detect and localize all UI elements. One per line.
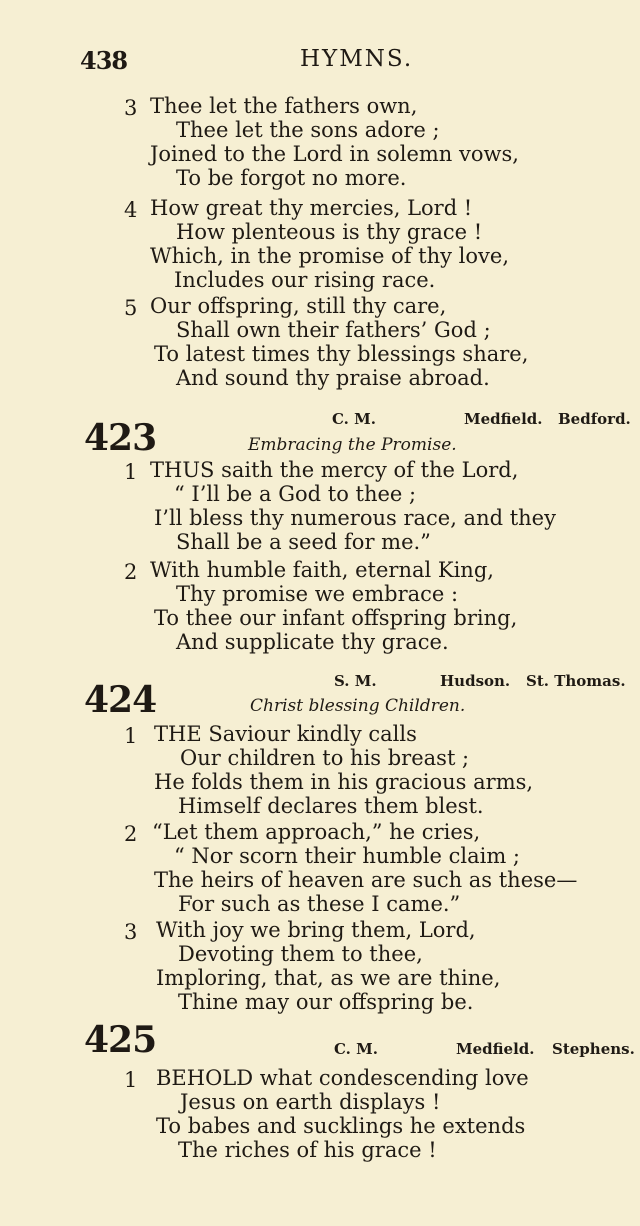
hymn-meter: S. M.: [334, 672, 377, 690]
verse-line: With joy we bring them, Lord,: [156, 918, 476, 942]
verse-line: To babes and sucklings he extends: [156, 1114, 526, 1138]
verse-line: To thee our infant offspring bring,: [154, 606, 518, 630]
running-head: HYMNS.: [300, 46, 414, 72]
hymn-meter: C. M.: [334, 1040, 378, 1058]
page-number: 438: [80, 46, 128, 75]
verse-line: Shall be a seed for me.”: [176, 530, 431, 554]
verse-line: Thine may our offspring be.: [178, 990, 474, 1014]
verse-line: The heirs of heaven are such as these—: [154, 868, 578, 892]
verse-line: Includes our rising race.: [174, 268, 436, 292]
hymn-number: 425: [84, 1019, 157, 1061]
tune-name: Hudson.: [440, 672, 511, 690]
hymn-title: Christ blessing Children.: [250, 696, 466, 716]
verse-line: THE Saviour kindly calls: [154, 722, 417, 746]
verse-number: 2: [124, 822, 138, 846]
hymn-number: 423: [84, 417, 157, 459]
verse-line: And supplicate thy grace.: [176, 630, 449, 654]
tune-name: Medfield.: [456, 1040, 535, 1058]
hymn-number: 424: [84, 679, 157, 721]
hymn-title: Embracing the Promise.: [248, 435, 457, 455]
tune-name: Stephens.: [552, 1040, 635, 1058]
verse-line: He folds them in his gracious arms,: [154, 770, 534, 794]
verse-line: Our children to his breast ;: [180, 746, 470, 770]
verse-line: BEHOLD what condescending love: [156, 1066, 529, 1090]
verse-number: 5: [124, 296, 138, 320]
verse-line: How great thy mercies, Lord !: [150, 196, 473, 220]
tune-name: Bedford.: [558, 410, 631, 428]
verse-line: To latest times thy blessings share,: [154, 342, 529, 366]
verse-line: Thee let the sons adore ;: [176, 118, 440, 142]
tune-name: Medfield.: [464, 410, 543, 428]
verse-line: And sound thy praise abroad.: [176, 366, 490, 390]
verse-line: “Let them approach,” he cries,: [152, 820, 481, 844]
verse-number: 1: [124, 460, 138, 484]
verse-line: Thee let the fathers own,: [150, 94, 418, 118]
verse-line: Jesus on earth displays !: [180, 1090, 441, 1114]
tune-name: St. Thomas.: [526, 672, 626, 690]
verse-line: “ Nor scorn their humble claim ;: [174, 844, 520, 868]
verse-number: 2: [124, 560, 138, 584]
verse-line: Which, in the promise of thy love,: [150, 244, 509, 268]
verse-line: Devoting them to thee,: [178, 942, 423, 966]
verse-line: Imploring, that, as we are thine,: [156, 966, 501, 990]
verse-line: The riches of his grace !: [178, 1138, 437, 1162]
verse-line: With humble faith, eternal King,: [150, 558, 494, 582]
verse-line: For such as these I came.”: [178, 892, 461, 916]
verse-line: I’ll bless thy numerous race, and they: [154, 506, 556, 530]
verse-number: 4: [124, 198, 138, 222]
verse-line: Shall own their fathers’ God ;: [176, 318, 491, 342]
verse-line: Himself declares them blest.: [178, 794, 484, 818]
verse-line: To be forgot no more.: [176, 166, 407, 190]
verse-line: How plenteous is thy grace !: [176, 220, 483, 244]
verse-number: 1: [124, 724, 138, 748]
verse-line: THUS saith the mercy of the Lord,: [150, 458, 519, 482]
verse-line: “ I’ll be a God to thee ;: [174, 482, 417, 506]
hymn-meter: C. M.: [332, 410, 376, 428]
verse-number: 3: [124, 96, 138, 120]
verse-line: Our offspring, still thy care,: [150, 294, 447, 318]
verse-line: Joined to the Lord in solemn vows,: [150, 142, 519, 166]
page-header: [80, 46, 600, 78]
verse-number: 3: [124, 920, 138, 944]
verse-number: 1: [124, 1068, 138, 1092]
verse-line: Thy promise we embrace :: [176, 582, 459, 606]
